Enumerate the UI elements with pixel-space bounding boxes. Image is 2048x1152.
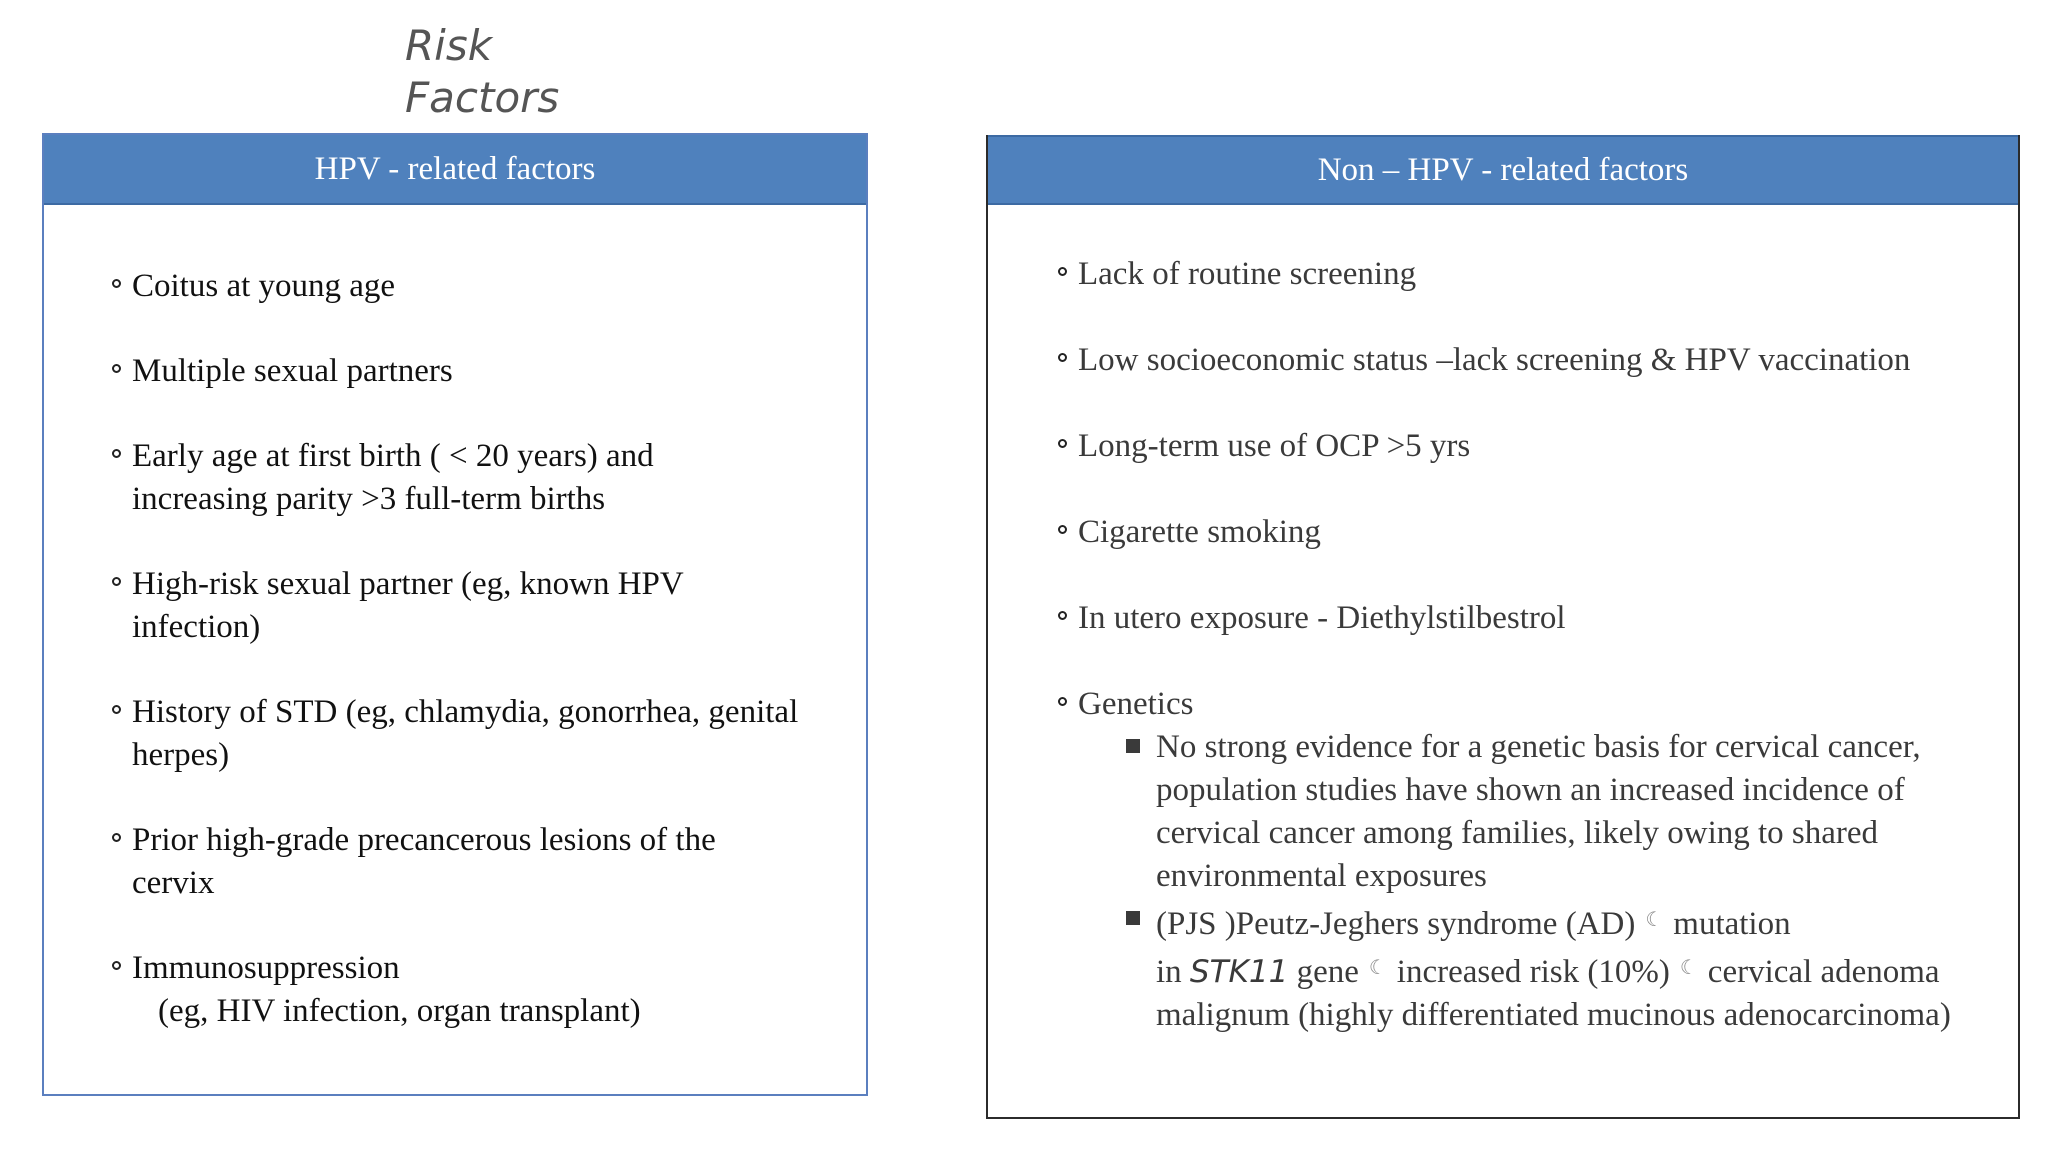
circle-bullet-icon	[1058, 267, 1067, 276]
non-hpv-panel-header: Non – HPV - related factors	[988, 135, 2018, 205]
gene-name: STK11	[1189, 954, 1289, 990]
circle-bullet-icon	[112, 961, 121, 970]
circle-bullet-icon	[112, 364, 121, 373]
arrow-icon: ☾	[1645, 907, 1664, 931]
genetics-evidence-text: No strong evidence for a genetic basis for cervical cancer, population studies have shown an increased incidence of cervical cancer among families, likely owing to shared environmental exposures	[1156, 729, 1921, 894]
factor-text-continuation: infection)	[132, 609, 261, 645]
factor-text-continuation: herpes)	[132, 737, 230, 773]
sub-list-item	[1126, 898, 2008, 1037]
slide-title	[405, 20, 665, 124]
list-item	[112, 350, 862, 393]
factor-text: Long-term use of OCP >5 yrs	[1078, 428, 1471, 464]
factor-text: Prior high-grade precancerous lesions of the	[132, 822, 716, 858]
list-item-genetics	[1058, 683, 2008, 1037]
pjs-text-2: mutation	[1673, 906, 1791, 942]
factor-text: Lack of routine screening	[1078, 256, 1417, 292]
list-item	[112, 563, 862, 649]
list-item	[112, 691, 862, 777]
circle-bullet-icon	[1058, 353, 1067, 362]
circle-bullet-icon	[112, 449, 121, 458]
circle-bullet-icon	[112, 705, 121, 714]
factor-text: History of STD (eg, chlamydia, gonorrhea, genital	[132, 694, 799, 730]
factor-text: Immunosuppression	[132, 950, 400, 986]
pjs-text-3: in	[1156, 954, 1182, 990]
factor-text: Low socioeconomic status –lack screening & HPV vaccination	[1078, 342, 1911, 378]
list-item	[1058, 511, 2008, 554]
genetics-sub-list	[1078, 726, 2008, 1037]
arrow-icon: ☾	[1368, 955, 1387, 979]
hpv-factor-list	[112, 265, 862, 1075]
factor-text-continuation: (eg, HIV infection, organ transplant)	[158, 993, 641, 1029]
circle-bullet-icon	[1058, 611, 1067, 620]
list-item	[1058, 425, 2008, 468]
list-item	[112, 947, 862, 1033]
list-item	[1058, 597, 2008, 640]
list-item	[112, 265, 862, 308]
factor-text-continuation: increasing parity >3 full-term births	[132, 481, 606, 517]
list-item	[112, 819, 862, 905]
circle-bullet-icon	[1058, 697, 1067, 706]
factor-text-continuation: cervix	[132, 865, 215, 901]
list-item	[1058, 339, 2008, 382]
factor-text: Genetics	[1078, 686, 1194, 722]
circle-bullet-icon	[1058, 439, 1067, 448]
factor-text: Multiple sexual partners	[132, 353, 453, 389]
non-hpv-factors-panel	[986, 135, 2020, 1119]
factor-text: In utero exposure - Diethylstilbestrol	[1078, 600, 1566, 636]
pjs-text-6: cervical adenoma malignum (highly differentiated mucinous adenocarcinoma)	[1156, 954, 1951, 1033]
factor-text: Cigarette smoking	[1078, 514, 1321, 550]
pjs-text-4: gene	[1296, 954, 1359, 990]
sub-list-item	[1126, 726, 2008, 898]
factor-text: High-risk sexual partner (eg, known HPV	[132, 566, 684, 602]
circle-bullet-icon	[1058, 525, 1067, 534]
square-bullet-icon	[1126, 739, 1140, 753]
factor-text: Early age at first birth ( < 20 years) and	[132, 438, 654, 474]
circle-bullet-icon	[112, 279, 121, 288]
circle-bullet-icon	[112, 833, 121, 842]
arrow-icon: ☾	[1679, 955, 1698, 979]
hpv-factors-panel	[42, 133, 868, 1096]
pjs-text-1: (PJS )Peutz-Jeghers syndrome (AD)	[1156, 906, 1636, 942]
pjs-text-5: increased risk (10%)	[1396, 954, 1670, 990]
hpv-panel-header: HPV - related factors	[44, 135, 866, 205]
list-item	[1058, 253, 2008, 296]
circle-bullet-icon	[112, 577, 121, 586]
factor-text: Coitus at young age	[132, 268, 396, 304]
non-hpv-factor-list	[1058, 253, 2008, 1080]
square-bullet-icon	[1126, 911, 1140, 925]
slide-title-line1: Risk	[405, 21, 493, 70]
list-item	[112, 435, 862, 521]
slide-title-line2: Factors	[405, 73, 560, 122]
